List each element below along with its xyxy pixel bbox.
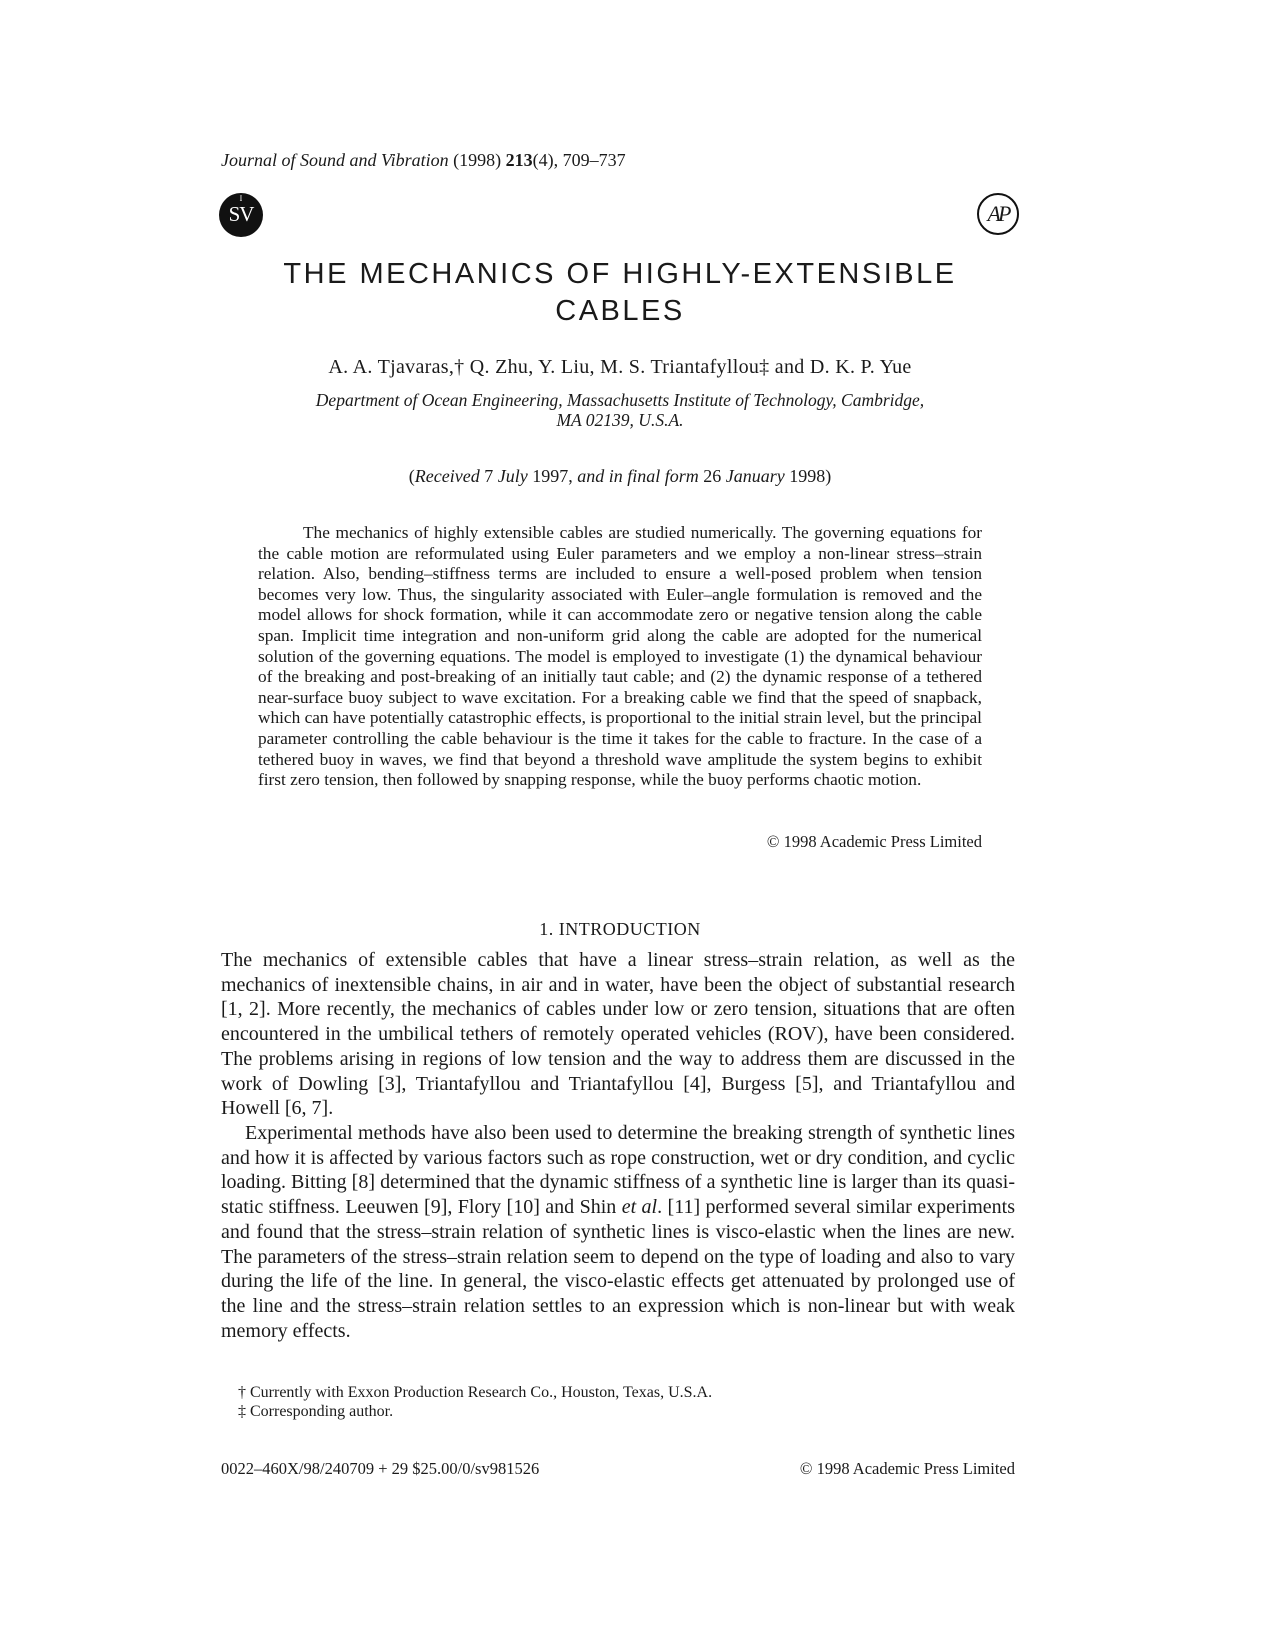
sv-logo bbox=[219, 193, 263, 237]
journal-name: Journal of Sound and Vibration bbox=[221, 150, 449, 170]
received-dates bbox=[220, 466, 1020, 487]
author-list: A. A. Tjavaras,† Q. Zhu, Y. Liu, M. S. Triantafyllou‡ and D. K. P. Yue bbox=[328, 356, 912, 378]
final-form-label: and in final form bbox=[577, 466, 699, 486]
sv-logo-text: SV bbox=[228, 202, 254, 226]
final-day: 26 bbox=[698, 466, 726, 486]
section-heading: 1. INTRODUCTION bbox=[539, 919, 701, 939]
footnote-1: † Currently with Exxon Production Research Co., Houston, Texas, U.S.A. bbox=[238, 1384, 713, 1401]
paragraph-2-part-b: . [11] performed several similar experiments and found that the stress–strain relation of synthetic lines is visco-elastic when the lines are new. The parameters of the stress–strain relation seem to depend on the type of loading and also to vary during the life of the line. In general, the visco-elastic effects get attenuated by prolonged use of the line and the stress–strain relation settles to an expression which is non-linear but with weak memory effects. bbox=[221, 1196, 1015, 1342]
abstract-text: The mechanics of highly extensible cables are studied numerically. The governing equations for the cable motion are reformulated using Euler parameters and we employ a non-linear stress–strain relation. Also, bending–stiffness terms are included to ensure a well-posed problem when tension becomes very low. Thus, the singularity associated with Euler–angle formulation is removed and the model allows for shock formation, while it can accommodate zero or negative tension along the cable span. Implicit time integration and non-uniform grid along the cable are adopted for the numerical solution of the governing equations. The model is employed to investigate (1) the dynamical behaviour of the breaking and post-breaking of an initially taut cable; and (2) the dynamic response of a tethered near-surface buoy subject to wave excitation. For a breaking cable we find that the speed of snapback, which can have potentially catastrophic effects, is proportional to the initial strain level, but the principal parameter controlling the cable behaviour is the time it takes for the cable to fracture. In the case of a tethered buoy in waves, we find that beyond a threshold wave amplitude the system begins to exhibit first zero tension, then followed by snapping response, while the buoy performs chaotic motion. bbox=[258, 523, 982, 790]
journal-volume: 213 bbox=[505, 150, 533, 170]
journal-citation bbox=[221, 150, 626, 171]
paragraph-2-part-a: Experimental methods have also been used to determine the breaking strength of synthetic lines and how it is affected by various factors such as rope construction, wet or dry condition, and cyclic loading. Bitting [8] determined that the dynamic stiffness of a synthetic line is larger than its quasi-static stiffness. Leeuwen [9], Flory [10] and Shin bbox=[221, 1122, 1015, 1219]
article-title: THE MECHANICS OF HIGHLY-EXTENSIBLE CABLES bbox=[283, 258, 957, 327]
ap-logo-text: AP bbox=[987, 201, 1009, 226]
received-open: ( bbox=[408, 466, 415, 486]
ap-logo bbox=[977, 193, 1019, 235]
final-month: January bbox=[725, 466, 785, 486]
received-day: 7 bbox=[479, 466, 498, 486]
received-month: July bbox=[497, 466, 528, 486]
body-paragraph-2 bbox=[221, 1121, 1015, 1343]
journal-year: (1998) bbox=[453, 150, 502, 170]
footer-copyright: © 1998 Academic Press Limited bbox=[799, 1459, 1015, 1478]
affiliation-line-1: Department of Ocean Engineering, Massachusetts Institute of Technology, Cambridge, bbox=[315, 390, 925, 410]
final-year: 1998) bbox=[784, 466, 832, 486]
received-label: Received bbox=[414, 466, 480, 486]
journal-issue-pages: (4), 709–737 bbox=[532, 150, 626, 170]
footnote-2: ‡ Corresponding author. bbox=[238, 1403, 394, 1420]
affiliation-line-2: MA 02139, U.S.A. bbox=[556, 410, 684, 430]
et-al-text: et al bbox=[621, 1196, 658, 1219]
body-paragraph-1: The mechanics of extensible cables that have a linear stress–strain relation, as well as the mechanics of inextensible chains, in air and in water, have been the object of substantial research [1, 2]. More recently, the mechanics of cables under low or zero tension, situations that are often encountered in the umbilical tethers of remotely operated vehicles (ROV), have been considered. The problems arising in regions of low tension and the way to address them are discussed in the work of Dowling [3], Triantafyllou and Triantafyllou [4], Burgess [5], and Triantafyllou and Howell [6, 7]. bbox=[221, 949, 1015, 1120]
footer-code: 0022–460X/98/240709 + 29 $25.00/0/sv981526 bbox=[221, 1459, 540, 1478]
abstract-copyright: © 1998 Academic Press Limited bbox=[766, 832, 982, 851]
sv-logo-small-text: I bbox=[239, 194, 243, 203]
received-year: 1997, bbox=[527, 466, 578, 486]
affiliation bbox=[220, 390, 1020, 430]
